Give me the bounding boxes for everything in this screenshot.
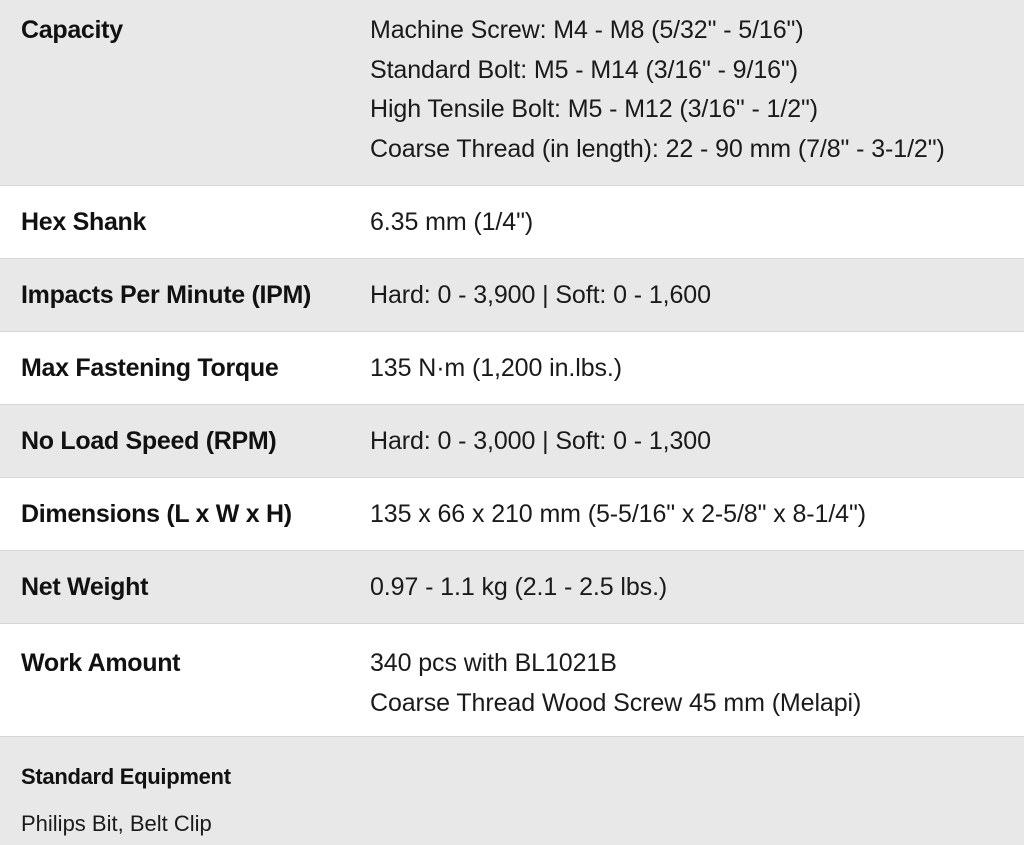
spec-label: Dimensions (L x W x H) [21, 500, 292, 528]
spec-row-hex-shank [0, 186, 1024, 259]
spec-value: Hard: 0 - 3,000 | Soft: 0 - 1,300 [370, 427, 711, 455]
spec-value: 135 N·m (1,200 in.lbs.) [370, 354, 622, 382]
standard-equipment-title: Standard Equipment [21, 764, 231, 789]
spec-label: Impacts Per Minute (IPM) [21, 281, 312, 309]
spec-value-line: 340 pcs with BL1021B [370, 649, 617, 677]
spec-value-line: Machine Screw: M4 - M8 (5/32" - 5/16") [370, 16, 804, 44]
standard-equipment-section [0, 737, 1024, 845]
spec-row-torque [0, 332, 1024, 405]
spec-value: 0.97 - 1.1 kg (2.1 - 2.5 lbs.) [370, 573, 668, 601]
spec-value: 135 x 66 x 210 mm (5-5/16" x 2-5/8" x 8-1/4") [370, 500, 866, 528]
spec-value-line: High Tensile Bolt: M5 - M12 (3/16" - 1/2") [370, 95, 818, 123]
spec-value-line: Coarse Thread (in length): 22 - 90 mm (7/8" - 3-1/2") [370, 134, 945, 163]
spec-value-line: Standard Bolt: M5 - M14 (3/16" - 9/16") [370, 55, 798, 84]
spec-label: No Load Speed (RPM) [21, 427, 277, 455]
spec-label: Work Amount [21, 649, 181, 677]
spec-row-net-weight [0, 551, 1024, 624]
spec-value-line: Coarse Thread Wood Screw 45 mm (Melapi) [370, 688, 862, 717]
spec-label: Hex Shank [21, 208, 147, 236]
spec-label: Net Weight [21, 573, 149, 601]
spec-label: Max Fastening Torque [21, 354, 279, 382]
spec-value [370, 11, 1024, 185]
spec-label: Capacity [21, 16, 123, 44]
spec-value: Hard: 0 - 3,900 | Soft: 0 - 1,600 [370, 281, 711, 309]
spec-value: 6.35 mm (1/4") [370, 208, 534, 236]
standard-equipment-text: Philips Bit, Belt Clip [21, 811, 212, 836]
spec-row-ipm [0, 259, 1024, 332]
spec-row-work-amount [0, 624, 1024, 737]
spec-value [370, 644, 1024, 736]
spec-row-rpm [0, 405, 1024, 478]
spec-row-dimensions [0, 478, 1024, 551]
spec-row-capacity [0, 0, 1024, 186]
